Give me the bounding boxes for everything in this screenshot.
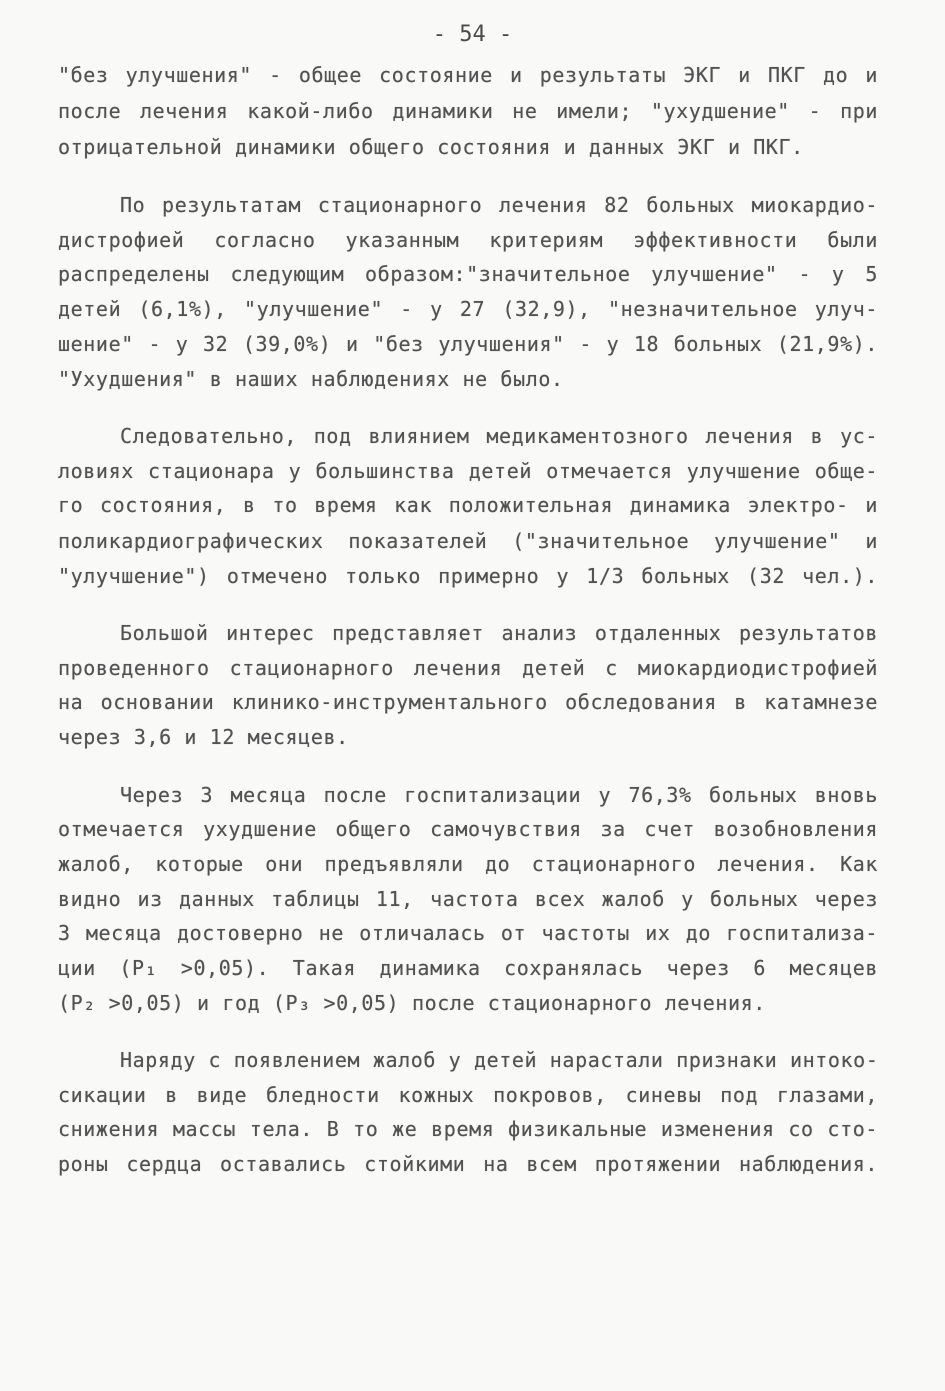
text-line: через 3,6 и 12 месяцев. (58, 725, 349, 749)
text-line: снижения массы тела. В то же время физикальные изменения со сто- (58, 1117, 878, 1141)
text-line: роны сердца оставались стойкими на всем протяжении наблюдения. (58, 1152, 878, 1176)
text-line: отрицательной динамики общего состояния и данных ЭКГ и ПКГ. (58, 135, 804, 159)
text-line: "улучшение") отмечено только примерно у 1/3 больных (32 чел.). (58, 564, 878, 588)
text-line: шение" - у 32 (39,0%) и "без улучшения" - у 18 больных (21,9%). (58, 332, 878, 356)
text-line: проведенного стационарного лечения детей с миокардиодистрофией (58, 656, 878, 680)
text-line: распределены следующим образом:"значительное улучшение" - у 5 (58, 262, 878, 286)
text-line: на основании клинико-инструментального обследования в катамнезе (58, 690, 878, 714)
text-line: ции (Р₁ >0,05). Такая динамика сохранялась через 6 месяцев (58, 956, 878, 980)
text-line: (Р₂ >0,05) и год (Р₃ >0,05) после стационарного лечения. (58, 991, 766, 1015)
text-line: Следовательно, под влиянием медикаментозного лечения в ус- (120, 424, 878, 448)
text-line: "Ухудшения" в наших наблюдениях не было. (58, 367, 564, 391)
text-line: детей (6,1%), "улучшение" - у 27 (32,9), "незначительное улуч- (58, 297, 878, 321)
text-line: жалоб, которые они предъявляли до стационарного лечения. Как (58, 852, 878, 876)
text-line: го состояния, в то время как положительная динамика электро- и (58, 493, 878, 517)
text-line: видно из данных таблицы 11, частота всех жалоб у больных через (58, 887, 878, 911)
text-line: Большой интерес представляет анализ отдаленных результатов (120, 621, 878, 645)
text-line: "без улучшения" - общее состояние и результаты ЭКГ и ПКГ до и (58, 63, 878, 87)
text-line: ловиях стационара у большинства детей отмечается улучшение обще- (58, 459, 878, 483)
text-line: дистрофией согласно указанным критериям эффективности были (58, 228, 878, 252)
text-line: По результатам стационарного лечения 82 больных миокардио- (120, 193, 878, 217)
text-line: сикации в виде бледности кожных покровов, синевы под глазами, (58, 1083, 878, 1107)
text-line: Через 3 месяца после госпитализации у 76,3% больных вновь (120, 783, 878, 807)
text-line: поликардиографических показателей ("значительное улучшение" и (58, 529, 878, 553)
text-line: отмечается ухудшение общего самочувствия за счет возобновления (58, 817, 878, 841)
text-line: после лечения какой-либо динамики не имели; "ухудшение" - при (58, 99, 878, 123)
text-line: 3 месяца достоверно не отличалась от частоты их до госпитализа- (58, 921, 878, 945)
text-line: Наряду с появлением жалоб у детей нарастали признаки интоко- (120, 1048, 879, 1072)
page-number: - 54 - (432, 22, 513, 47)
